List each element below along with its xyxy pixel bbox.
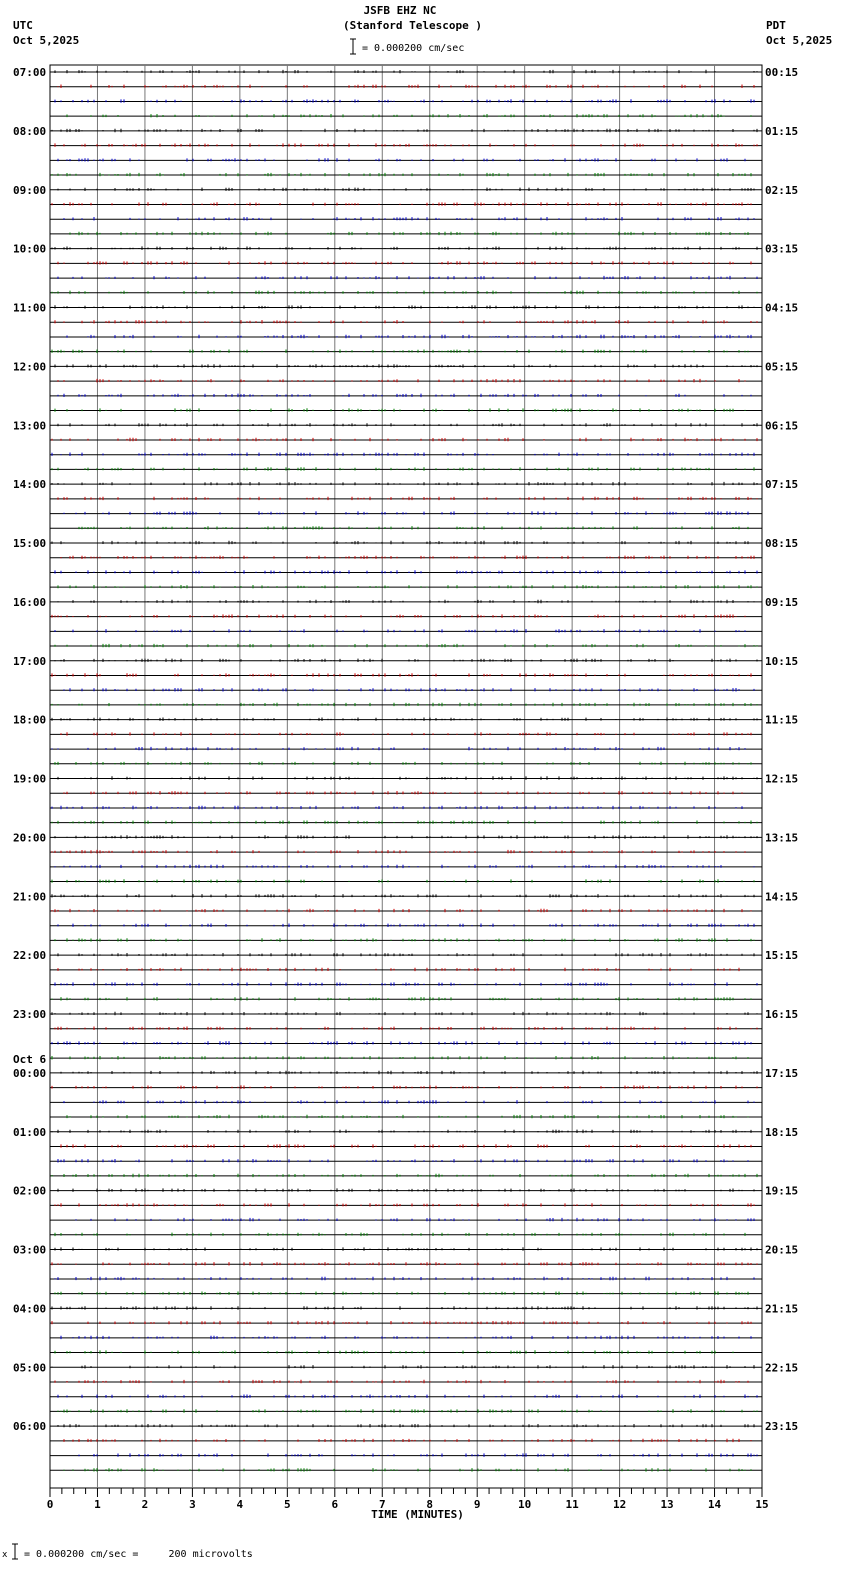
date-change-label: Oct 6 xyxy=(13,1052,47,1066)
footer-scale-note: = 0.000200 cm/sec = 200 microvolts xyxy=(24,1549,253,1560)
utc-hour-label: 00:00 xyxy=(13,1066,47,1080)
utc-hour-label: 11:00 xyxy=(13,301,47,315)
utc-hour-label: 14:00 xyxy=(13,478,47,492)
utc-hour-label: 15:00 xyxy=(13,537,47,550)
x-tick-label: 1 xyxy=(94,1498,101,1511)
pdt-date: Oct 5,2025 xyxy=(766,34,833,47)
station-title: JSFB EHZ NC xyxy=(363,4,437,17)
x-tick-label: 15 xyxy=(755,1498,769,1511)
pdt-hour-label: 22:15 xyxy=(765,1361,799,1375)
pdt-hour-label: 08:15 xyxy=(765,537,799,550)
pdt-hour-label: 00:15 xyxy=(765,66,799,79)
utc-hour-label: 23:00 xyxy=(13,1008,47,1021)
x-tick-label: 4 xyxy=(236,1498,244,1511)
pdt-hour-label: 21:15 xyxy=(765,1302,799,1316)
pdt-label: PDT xyxy=(766,19,786,32)
pdt-hour-label: 04:15 xyxy=(765,301,799,315)
utc-hour-label: 13:00 xyxy=(13,419,47,433)
utc-hour-label: 16:00 xyxy=(13,595,47,609)
utc-hour-label: 02:00 xyxy=(13,1184,47,1198)
x-tick-label: 3 xyxy=(189,1498,196,1511)
pdt-hour-label: 20:15 xyxy=(765,1243,799,1257)
utc-hour-label: 20:00 xyxy=(13,831,47,845)
utc-label: UTC xyxy=(13,19,33,32)
pdt-hour-label: 17:15 xyxy=(765,1066,799,1080)
footer-marker: x xyxy=(2,1550,8,1560)
pdt-hour-label: 15:15 xyxy=(765,949,799,963)
pdt-hour-label: 09:15 xyxy=(765,595,799,609)
pdt-hour-label: 10:15 xyxy=(765,654,799,668)
scale-note: = 0.000200 cm/sec xyxy=(362,43,465,54)
pdt-hour-label: 03:15 xyxy=(765,242,799,256)
x-tick-label: 2 xyxy=(141,1498,149,1511)
pdt-hour-label: 01:15 xyxy=(765,124,799,138)
pdt-hour-label: 18:15 xyxy=(765,1125,799,1139)
pdt-hour-label: 16:15 xyxy=(765,1008,799,1021)
utc-hour-label: 21:00 xyxy=(13,890,47,904)
pdt-hour-label: 06:15 xyxy=(765,419,799,433)
x-tick-label: 13 xyxy=(660,1498,674,1511)
x-tick-label: 5 xyxy=(284,1498,291,1511)
utc-hour-label: 08:00 xyxy=(13,124,47,138)
utc-hour-label: 17:00 xyxy=(13,654,47,668)
station-subtitle: (Stanford Telescope ) xyxy=(342,19,483,32)
x-tick-label: 8 xyxy=(426,1498,434,1511)
pdt-hour-label: 19:15 xyxy=(765,1184,799,1198)
x-tick-label: 9 xyxy=(473,1498,481,1511)
footer-scale-bar-icon xyxy=(10,1543,20,1561)
pdt-hour-label: 11:15 xyxy=(765,713,799,727)
x-tick-label: 0 xyxy=(46,1498,54,1511)
pdt-hour-label: 05:15 xyxy=(765,360,799,374)
pdt-hour-label: 12:15 xyxy=(765,772,799,786)
utc-hour-label: 18:00 xyxy=(13,713,47,727)
utc-hour-label: 06:00 xyxy=(13,1420,47,1434)
utc-hour-label: 12:00 xyxy=(13,360,47,374)
utc-hour-label: 10:00 xyxy=(13,242,47,256)
utc-hour-label: 03:00 xyxy=(13,1243,47,1257)
utc-hour-label: 05:00 xyxy=(13,1361,47,1375)
pdt-hour-label: 07:15 xyxy=(765,478,799,492)
pdt-hour-label: 13:15 xyxy=(765,831,799,845)
x-tick-label: 11 xyxy=(565,1498,579,1511)
utc-hour-label: 22:00 xyxy=(13,949,47,963)
x-axis-label: TIME (MINUTES) xyxy=(371,1508,464,1521)
pdt-hour-label: 02:15 xyxy=(765,183,799,197)
x-tick-label: 14 xyxy=(707,1498,722,1511)
x-tick-label: 6 xyxy=(331,1498,339,1511)
trace-signal xyxy=(52,1365,754,1369)
utc-hour-label: 04:00 xyxy=(13,1302,47,1316)
x-tick-label: 7 xyxy=(378,1498,386,1511)
utc-hour-label: 09:00 xyxy=(13,183,47,197)
utc-hour-label: 07:00 xyxy=(13,66,47,79)
utc-date: Oct 5,2025 xyxy=(13,34,80,47)
x-tick-label: 12 xyxy=(612,1498,627,1511)
pdt-hour-label: 23:15 xyxy=(765,1420,799,1434)
utc-hour-label: 01:00 xyxy=(13,1125,47,1139)
x-tick-label: 10 xyxy=(518,1498,532,1511)
pdt-hour-label: 14:15 xyxy=(765,890,799,904)
utc-hour-label: 19:00 xyxy=(13,772,47,786)
